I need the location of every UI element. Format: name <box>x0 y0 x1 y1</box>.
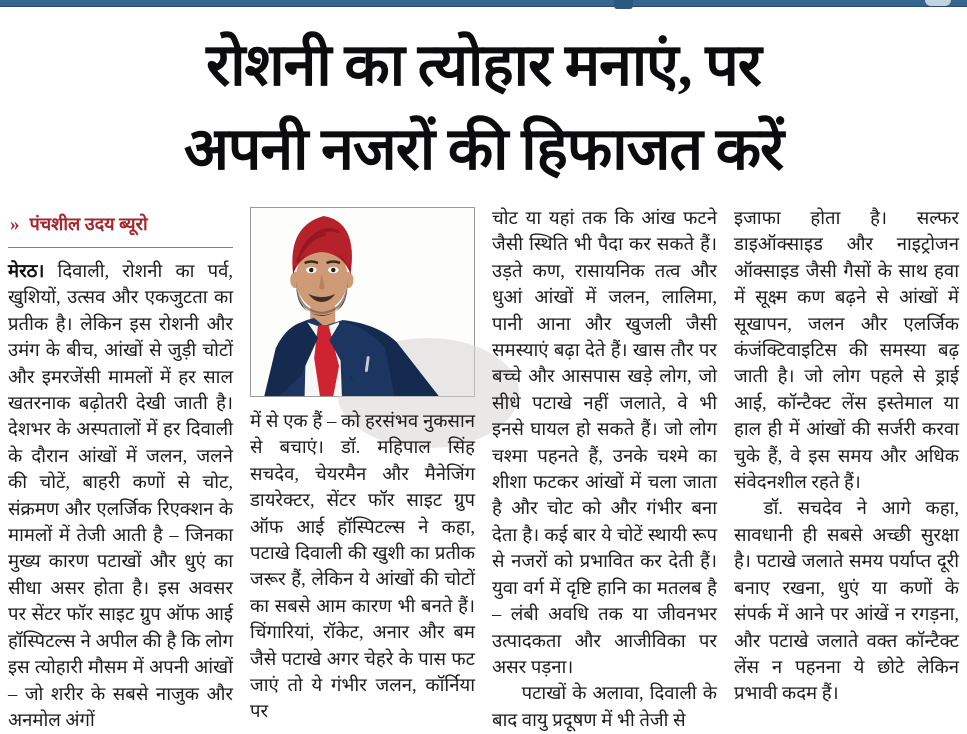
doctor-portrait-photo <box>250 207 475 397</box>
byline-marker-icon: » <box>10 214 20 235</box>
article-column-4 <box>734 206 959 734</box>
headline <box>0 7 967 197</box>
scrollbar-thumb[interactable] <box>925 0 951 6</box>
paragraph-col2: में से एक हैं – को हरसंभव नुकसान से बचाएं। डॉ. महिपाल सिंह सचदेव, चेयरमैन और मैनेजिंग डायरेक्टर, सेंटर फॉर साइट ग्रुप ऑफ आई हॉस्पिटल्स ने कहा, पटाखे दिवाली की खुशी का प्रतीक जरूर हैं, लेकिन ये आंखों की चोटों का सबसे आम कारण भी बनते हैं। चिंगारियां, रॉकेट, अनार और बम जैसे पटाखे अगर चेहरे के पास फट जाएं तो ये गंभीर जलन, कॉर्निया पर <box>250 412 475 723</box>
article-column-2 <box>250 206 475 734</box>
paragraph-col3-2: पटाखों के अलावा, दिवाली के बाद वायु प्रदूषण में भी तेजी से <box>492 684 717 731</box>
byline-rule <box>8 247 233 248</box>
byline-label: पंचशील उदय ब्यूरो <box>29 214 148 234</box>
top-bar-tab <box>614 0 633 9</box>
article-column-3 <box>492 206 717 734</box>
paragraph-col1 <box>8 259 233 734</box>
byline <box>8 206 233 237</box>
paragraph-col1-text: दिवाली, रोशनी का पर्व, खुशियों, उत्सव और एकजुटता का प्रतीक है। लेकिन इस रोशनी और उमंग के बीच, आंखों से जुड़ी चोटों और इमरजेंसी मामलों में हर साल खतरनाक बढ़ोतरी देखी जाती है। देशभर के अस्पतालों में हर दिवाली के दौरान आंखों में जलन, जलने की चोटें, बाहरी कणों से चोट, संक्रमण और एलर्जिक रिएक्शन के मामलों में तेजी आती है – जिनका मुख्य कारण पटाखों और धुएं का सीधा असर होता है। इस अवसर पर सेंटर फॉर साइट ग्रुप ऑफ आई हॉस्पिटल्स ने अपील की है कि लोग इस त्योहारी मौसम में अपनी आंखों – जो शरीर के सबसे नाजुक और अनमोल अंगों <box>8 262 233 731</box>
headline-line-2: अपनी नजरों की हिफाजत करें <box>183 116 784 182</box>
article-body <box>0 197 967 734</box>
paragraph-col3-1: चोट या यहां तक कि आंख फटने जैसी स्थिति भी पैदा कर सकते हैं। उड़ते कण, रासायनिक तत्व और धुआं आंखों में जलन, लालिमा, पानी आना और खुजली जैसी समस्याएं बढ़ा देते हैं। खास तौर पर बच्चे और आसपास खड़े लोग, जो सीधे पटाखे नहीं जलाते, वे भी इनसे घायल हो सकते हैं। जो लोग चश्मा पहनते हैं, उनके चश्मे का शीशा फटकर आंखों में चला जाता है और चोट को और गंभीर बना देता है। कई बार ये चोटें स्थायी रूप से नजरों को प्रभावित कर देती हैं। युवा वर्ग में दृष्टि हानि का मतलब है – लंबी अवधि तक या जीवनभर उत्पादकता और आजीविका पर असर पड़ना। <box>492 209 717 678</box>
paragraph-col4-2: डॉ. सचदेव ने आगे कहा, सावधानी ही सबसे अच्छी सुरक्षा है। पटाखे जलाते समय पर्याप्त दूरी बनाए रखना, धुएं या कणों के संपर्क में आने पर आंखें न रगड़ना, और पटाखे जलाते वक्त कॉन्टैक्ट लेंस न पहनना ये छोटे लेकिन प्रभावी कदम हैं। <box>734 499 959 705</box>
paragraph-col4-1: इजाफा होता है। सल्फर डाइऑक्साइड और नाइट्रोजन ऑक्साइड जैसी गैसों के साथ हवा में सूक्ष्म कण बढ़ने से आंखों में सूखापन, जलन और एलर्जिक कंजंक्टिवाइटिस की समस्या बढ़ जाती है। जो लोग पहले से ड्राई आई, कॉन्टैक्ट लेंस इस्तेमाल या हाल ही में आंखों की सर्जरी करवा चुके हैं, वे इस समय और अधिक संवेदनशील रहते हैं। <box>734 209 959 494</box>
dateline: मेरठ। <box>8 262 45 282</box>
doctor-portrait-image <box>251 208 474 396</box>
window-top-bar <box>0 0 967 7</box>
headline-line-1: रोशनी का त्योहार मनाएं, पर <box>206 32 761 98</box>
article-column-1 <box>8 206 233 734</box>
